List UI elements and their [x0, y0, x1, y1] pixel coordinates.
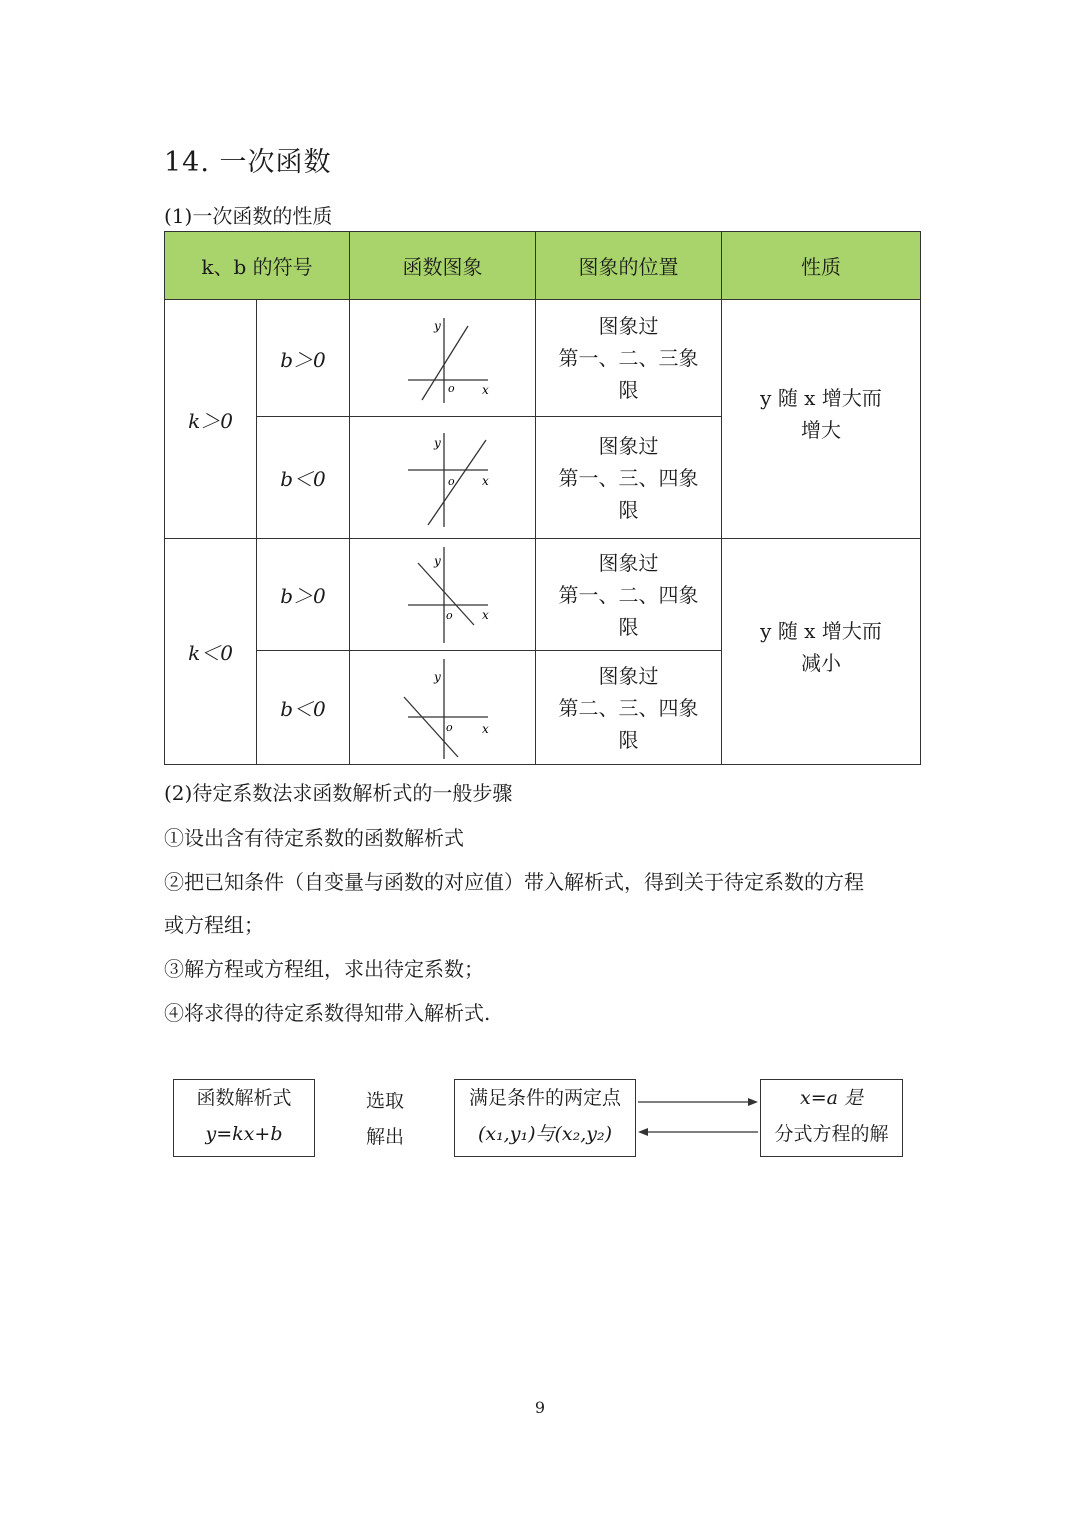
y-label: y [433, 553, 441, 568]
property-line: 增大 [801, 418, 841, 442]
property-line: y 随 x 增大而 [760, 618, 882, 643]
graph-k-neg-b-pos [388, 543, 498, 647]
graph-k-pos-b-neg [388, 425, 498, 530]
position-line: 第二、三、四象 [558, 695, 699, 720]
y-label: y [433, 669, 441, 684]
position-cell [536, 417, 722, 539]
flow-box-line: y=kx+b [205, 1123, 283, 1145]
y-label: y [433, 436, 441, 450]
header-kb-sign: k、b 的符号 [165, 232, 350, 300]
graph-cell [350, 417, 536, 539]
position-line: 第一、二、四象 [558, 582, 699, 607]
step-2: ②把已知条件（自变量与函数的对应值）带入解析式，得到关于待定系数的方程 [164, 870, 864, 894]
flow-box-line: 满足条件的两定点 [468, 1087, 621, 1109]
origin-label: o [445, 608, 453, 622]
page-number: 9 [534, 1398, 546, 1417]
flow-box-line: (x₁,y₁)与(x₂,y₂) [477, 1123, 613, 1145]
k-positive-cell: k＞0 [165, 300, 257, 539]
b-sign-cell: b＜0 [257, 651, 350, 765]
property-k-negative-cell [722, 539, 921, 765]
position-line: 限 [618, 614, 639, 639]
position-line: 图象过 [598, 550, 659, 575]
position-line: 第一、三、四象 [558, 465, 699, 490]
properties-table [164, 231, 921, 765]
position-line: 限 [618, 497, 639, 522]
header-graph: 函数图象 [350, 232, 536, 300]
arrow-label-solve: 解出 [365, 1126, 404, 1148]
graph-cell [350, 651, 536, 765]
flow-box-solution [760, 1079, 903, 1157]
origin-label: o [445, 720, 453, 734]
b-sign-cell: b＞0 [257, 300, 350, 417]
property-k-positive-cell [722, 300, 921, 539]
section1-title: (1)一次函数的性质 [164, 204, 333, 228]
position-cell [536, 651, 722, 765]
origin-label: o [447, 475, 455, 488]
step-2-continued: 或方程组； [164, 913, 264, 937]
flow-box-points [454, 1079, 636, 1157]
position-line: 图象过 [598, 314, 659, 338]
flow-box-line: 分式方程的解 [774, 1123, 889, 1145]
arrow-label-select: 选取 [365, 1090, 404, 1112]
position-line: 限 [618, 727, 639, 752]
table-row [165, 300, 921, 417]
header-position: 图象的位置 [536, 232, 722, 300]
x-label: x [481, 721, 489, 736]
page-title: 14. 一次函数 [164, 147, 332, 178]
step-1: ①设出含有待定系数的函数解析式 [164, 826, 464, 850]
property-line: 减小 [801, 650, 841, 675]
step-4: ④将求得的待定系数得知带入解析式. [164, 1001, 491, 1025]
x-label: x [481, 607, 489, 622]
position-line: 第一、二、三象 [558, 346, 699, 370]
graph-cell [350, 300, 536, 417]
arrow-right-head [748, 1098, 758, 1106]
b-sign-cell: b＜0 [257, 417, 350, 539]
graph-k-neg-b-neg [388, 655, 498, 761]
header-property: 性质 [722, 232, 921, 300]
position-line: 图象过 [598, 433, 659, 458]
table-header-row [165, 232, 921, 300]
graph-k-pos-b-pos [388, 308, 498, 408]
y-label: y [433, 319, 441, 333]
position-cell [536, 300, 722, 417]
position-cell [536, 539, 722, 651]
flow-arrows [636, 1090, 760, 1146]
flow-box-line: x=a 是 [799, 1087, 863, 1109]
b-sign-cell: b＞0 [257, 539, 350, 651]
k-negative-cell: k＜0 [165, 539, 257, 765]
function-line [422, 326, 468, 400]
section2-title: (2)待定系数法求函数解析式的一般步骤 [164, 781, 513, 805]
graph-cell [350, 539, 536, 651]
step-3: ③解方程或方程组，求出待定系数； [164, 957, 484, 981]
origin-label: o [447, 382, 455, 395]
flow-box-line: 函数解析式 [196, 1087, 292, 1109]
arrow-left-head [638, 1128, 648, 1136]
function-line [428, 440, 486, 525]
flow-box-expression [173, 1079, 315, 1157]
position-line: 限 [618, 378, 639, 402]
x-label: x [481, 474, 489, 488]
table-row [165, 539, 921, 651]
position-line: 图象过 [598, 663, 659, 688]
property-line: y 随 x 增大而 [760, 386, 882, 410]
x-label: x [481, 383, 489, 397]
